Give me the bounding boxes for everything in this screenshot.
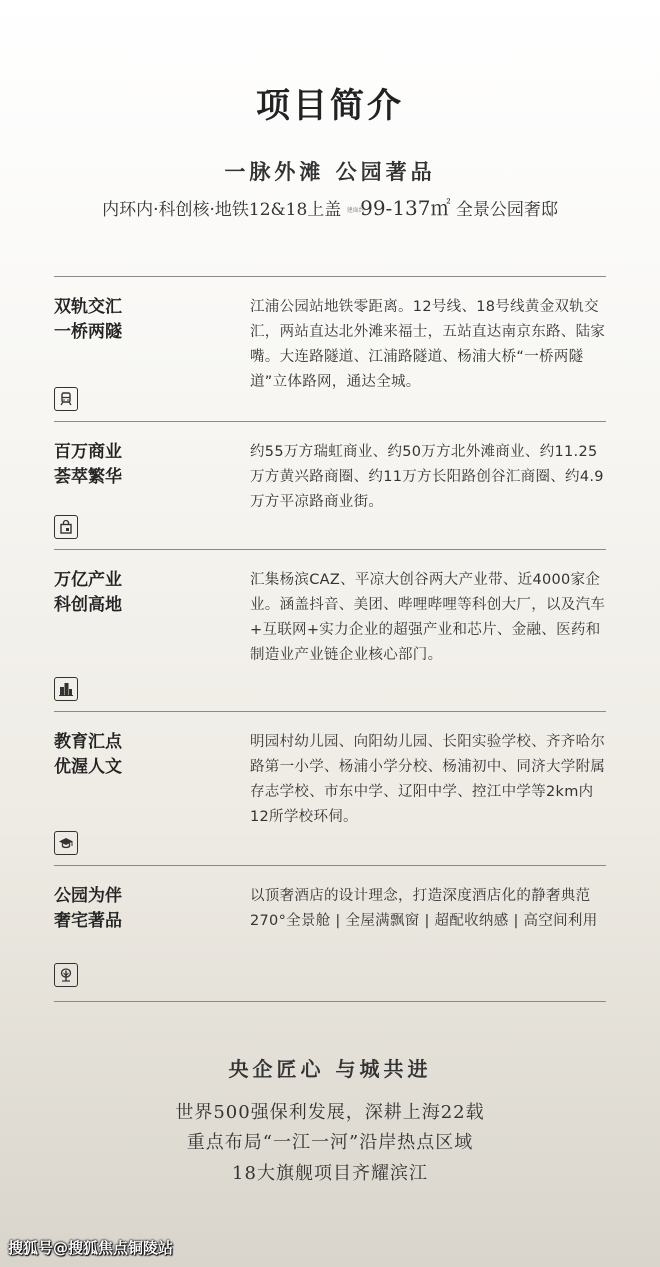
- feature-row-park: [54, 866, 606, 1002]
- closing-line-2: 重点布局“一江一河”沿岸热点区域: [186, 1132, 474, 1153]
- page-title: 项目简介: [256, 86, 404, 126]
- source-watermark: 搜狐号@搜狐焦点铜陵站: [8, 1239, 174, 1257]
- feature-title: [54, 884, 122, 934]
- feature-desc: 明园村幼儿园、向阳幼儿园、长阳实验学校、齐齐哈尔路第一小学、杨浦小学分校、杨浦初中、同济大学附属存志学校、市东中学、辽阳中学、控江中学等2km内12所学校环伺。: [250, 734, 606, 825]
- office-buildings-icon: [54, 677, 78, 701]
- feature-title-line1: 公园为伴: [54, 886, 122, 906]
- feature-title-line2: 一桥两隧: [54, 322, 122, 342]
- graduation-cap-icon: [54, 831, 78, 855]
- page-subtitle: 一脉外滩 公园著品: [224, 159, 436, 184]
- feature-title: [54, 568, 122, 618]
- feature-title: [54, 440, 122, 490]
- tagline-area: 99-137㎡: [360, 196, 451, 220]
- project-tagline: [0, 192, 660, 221]
- feature-title-line1: 万亿产业: [54, 570, 122, 590]
- tagline-suffix: 全景公园奢邸: [455, 200, 558, 220]
- tagline-area-label: 建面约: [346, 207, 365, 214]
- feature-title-line1: 双轨交汇: [54, 297, 122, 317]
- feature-title: [54, 295, 122, 345]
- feature-title-line2: 科创高地: [54, 595, 122, 615]
- feature-row-industry: [54, 550, 606, 712]
- feature-title-line1: 百万商业: [54, 442, 122, 462]
- closing-line-3: 18大旗舰项目齐耀滨江: [232, 1163, 428, 1184]
- closing-line-1: 世界500强保利发展，深耕上海22载: [175, 1102, 485, 1123]
- feature-row-commerce: [54, 422, 606, 550]
- shopping-bag-icon: [54, 515, 78, 539]
- tagline-prefix: 内环内·科创核·地铁12&18上盖: [102, 200, 342, 220]
- feature-row-education: [54, 712, 606, 866]
- feature-title-line2: 荟萃繁华: [54, 467, 122, 487]
- feature-desc: 以顶奢酒店的设计理念，打造深度酒店化的静奢典范270°全景舱 | 全屋满飘窗 | 超配收纳感 | 高空间利用: [250, 888, 598, 929]
- disclaimer-fine-print: [120, 1226, 540, 1242]
- feature-desc: 约55万方瑞虹商业、约50万方北外滩商业、约11.25万方黄兴路商圈、约11万方长阳路创谷汇商圈、约4.9万方平凉路商业街。: [250, 444, 604, 510]
- feature-title-line1: 教育汇点: [54, 732, 122, 752]
- feature-desc: 汇集杨滨CAZ、平凉大创谷两大产业带、近4000家企业。涵盖抖音、美团、哔哩哔哩等科创大厂，以及汽车+互联网+实力企业的超强产业和芯片、金融、医药和制造业产业链企业核心部门。: [250, 572, 606, 663]
- metro-train-icon: [54, 387, 78, 411]
- park-tree-icon: [54, 963, 78, 987]
- feature-title: [54, 730, 122, 780]
- feature-title-line2: 奢宅著品: [54, 911, 122, 931]
- feature-title-line2: 优渥人文: [54, 757, 122, 777]
- closing-heading: 央企匠心 与城共进: [228, 1057, 432, 1081]
- feature-desc: 江浦公园站地铁零距离。12号线、18号线黄金双轨交汇，两站直达北外滩来福士，五站直达南京东路、陆家嘴。大连路隧道、江浦路隧道、杨浦大桥“一桥两隧道”立体路网，通达全城。: [250, 299, 606, 390]
- feature-row-transit: [54, 277, 606, 422]
- feature-list: [54, 276, 606, 1002]
